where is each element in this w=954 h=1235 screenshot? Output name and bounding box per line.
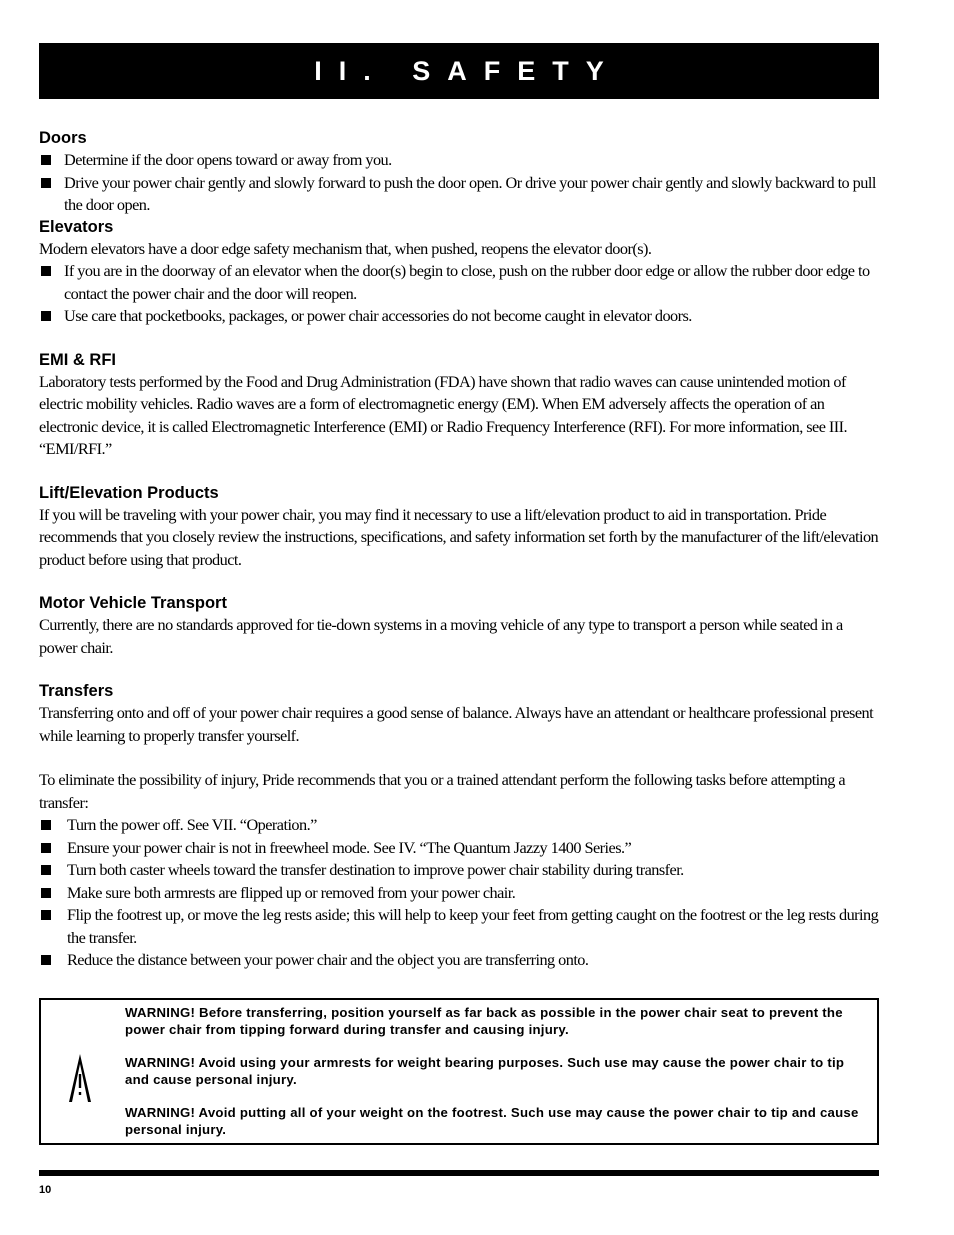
warning-3: WARNING! Avoid putting all of your weight on the footrest. Such use may cause the power chair to tip and cause personal injury.: [125, 1105, 859, 1137]
list-item: Use care that pocketbooks, packages, or power chair accessories do not become caught in elevator doors.: [39, 305, 881, 328]
warning-2: WARNING! Avoid using your armrests for weight bearing purposes. Such use may cause the power chair to tip and cause personal injury.: [125, 1055, 845, 1087]
list-item: Drive your power chair gently and slowly forward to push the door open. Or drive your power chair gently and slowly backward to pull the door open.: [39, 172, 881, 217]
transfers-heading: Transfers: [39, 682, 114, 700]
page-content: [39, 128, 881, 972]
list-item: Turn the power off. See VII. “Operation.”: [39, 814, 881, 837]
warning-1: WARNING! Before transferring, position yourself as far back as possible in the power chair seat to prevent the power chair from tipping forward during transfer and causing injury.: [125, 1005, 843, 1037]
page-number: 10: [39, 1184, 52, 1196]
transfers-body-1: Transferring onto and off of your power chair requires a good sense of balance. Always have an attendant or healthcare professional present while learning to properly transfer yourself.: [39, 703, 874, 745]
elevators-heading: Elevators: [39, 217, 114, 236]
motor-heading: Motor Vehicle Transport: [39, 594, 227, 612]
list-item: Reduce the distance between your power chair and the object you are transferring onto.: [39, 949, 881, 972]
section-banner: [39, 43, 879, 99]
lift-body: If you will be traveling with your power chair, you may find it necessary to use a lift/elevation product to aid in transportation. Pride recommends that you closely review the instructions, specifications, and safety information set forth by the manufacturer of the lift/elevation product before using that product.: [39, 504, 879, 569]
list-item: If you are in the doorway of an elevator when the door(s) begin to close, push on the rubber door edge or allow the rubber door edge to contact the power chair and the door will reopen.: [39, 260, 881, 305]
list-item: Make sure both armrests are flipped up or removed from your power chair.: [39, 882, 881, 905]
transfers-body-2: To eliminate the possibility of injury, Pride recommends that you or a trained attendant perform the following tasks before attempting a transfer:: [39, 770, 846, 812]
lift-heading: Lift/Elevation Products: [39, 483, 219, 502]
doors-list: [39, 149, 881, 217]
emi-heading: EMI & RFI: [39, 350, 116, 369]
elevators-intro: Modern elevators have a door edge safety mechanism that, when pushed, reopens the elevator door(s).: [39, 238, 652, 258]
list-item: Flip the footrest up, or move the leg rests aside; this will help to keep your feet from getting caught on the footrest or the leg rests during the transfer.: [39, 904, 881, 949]
warning-box: [39, 998, 879, 1145]
elevators-list: [39, 260, 881, 328]
emi-body: Laboratory tests performed by the Food and Drug Administration (FDA) have shown that radio waves can cause unintended motion of electric mobility vehicles. Radio waves are a form of electromagnetic energy (EM). When EM adversely affects the operation of an electronic device, it is called Electromagnetic Interference (EMI) or Radio Frequency Interference (RFI). For more information, see III. “EMI/RFI.”: [39, 371, 848, 458]
footer-rule: [39, 1170, 879, 1176]
list-item: Ensure your power chair is not in freewheel mode. See IV. “The Quantum Jazzy 1400 Series.”: [39, 837, 881, 860]
list-item: Determine if the door opens toward or away from you.: [39, 149, 881, 172]
warning-text: [125, 1004, 865, 1154]
transfers-list: [39, 814, 881, 972]
motor-body: Currently, there are no standards approved for tie-down systems in a moving vehicle of any type to transport a person while seated in a power chair.: [39, 615, 843, 657]
warning-triangle-icon: [65, 1052, 95, 1104]
list-item: Turn both caster wheels toward the transfer destination to improve power chair stability during transfer.: [39, 859, 881, 882]
doors-heading: Doors: [39, 129, 87, 147]
section-title: II. SAFETY: [314, 55, 621, 86]
